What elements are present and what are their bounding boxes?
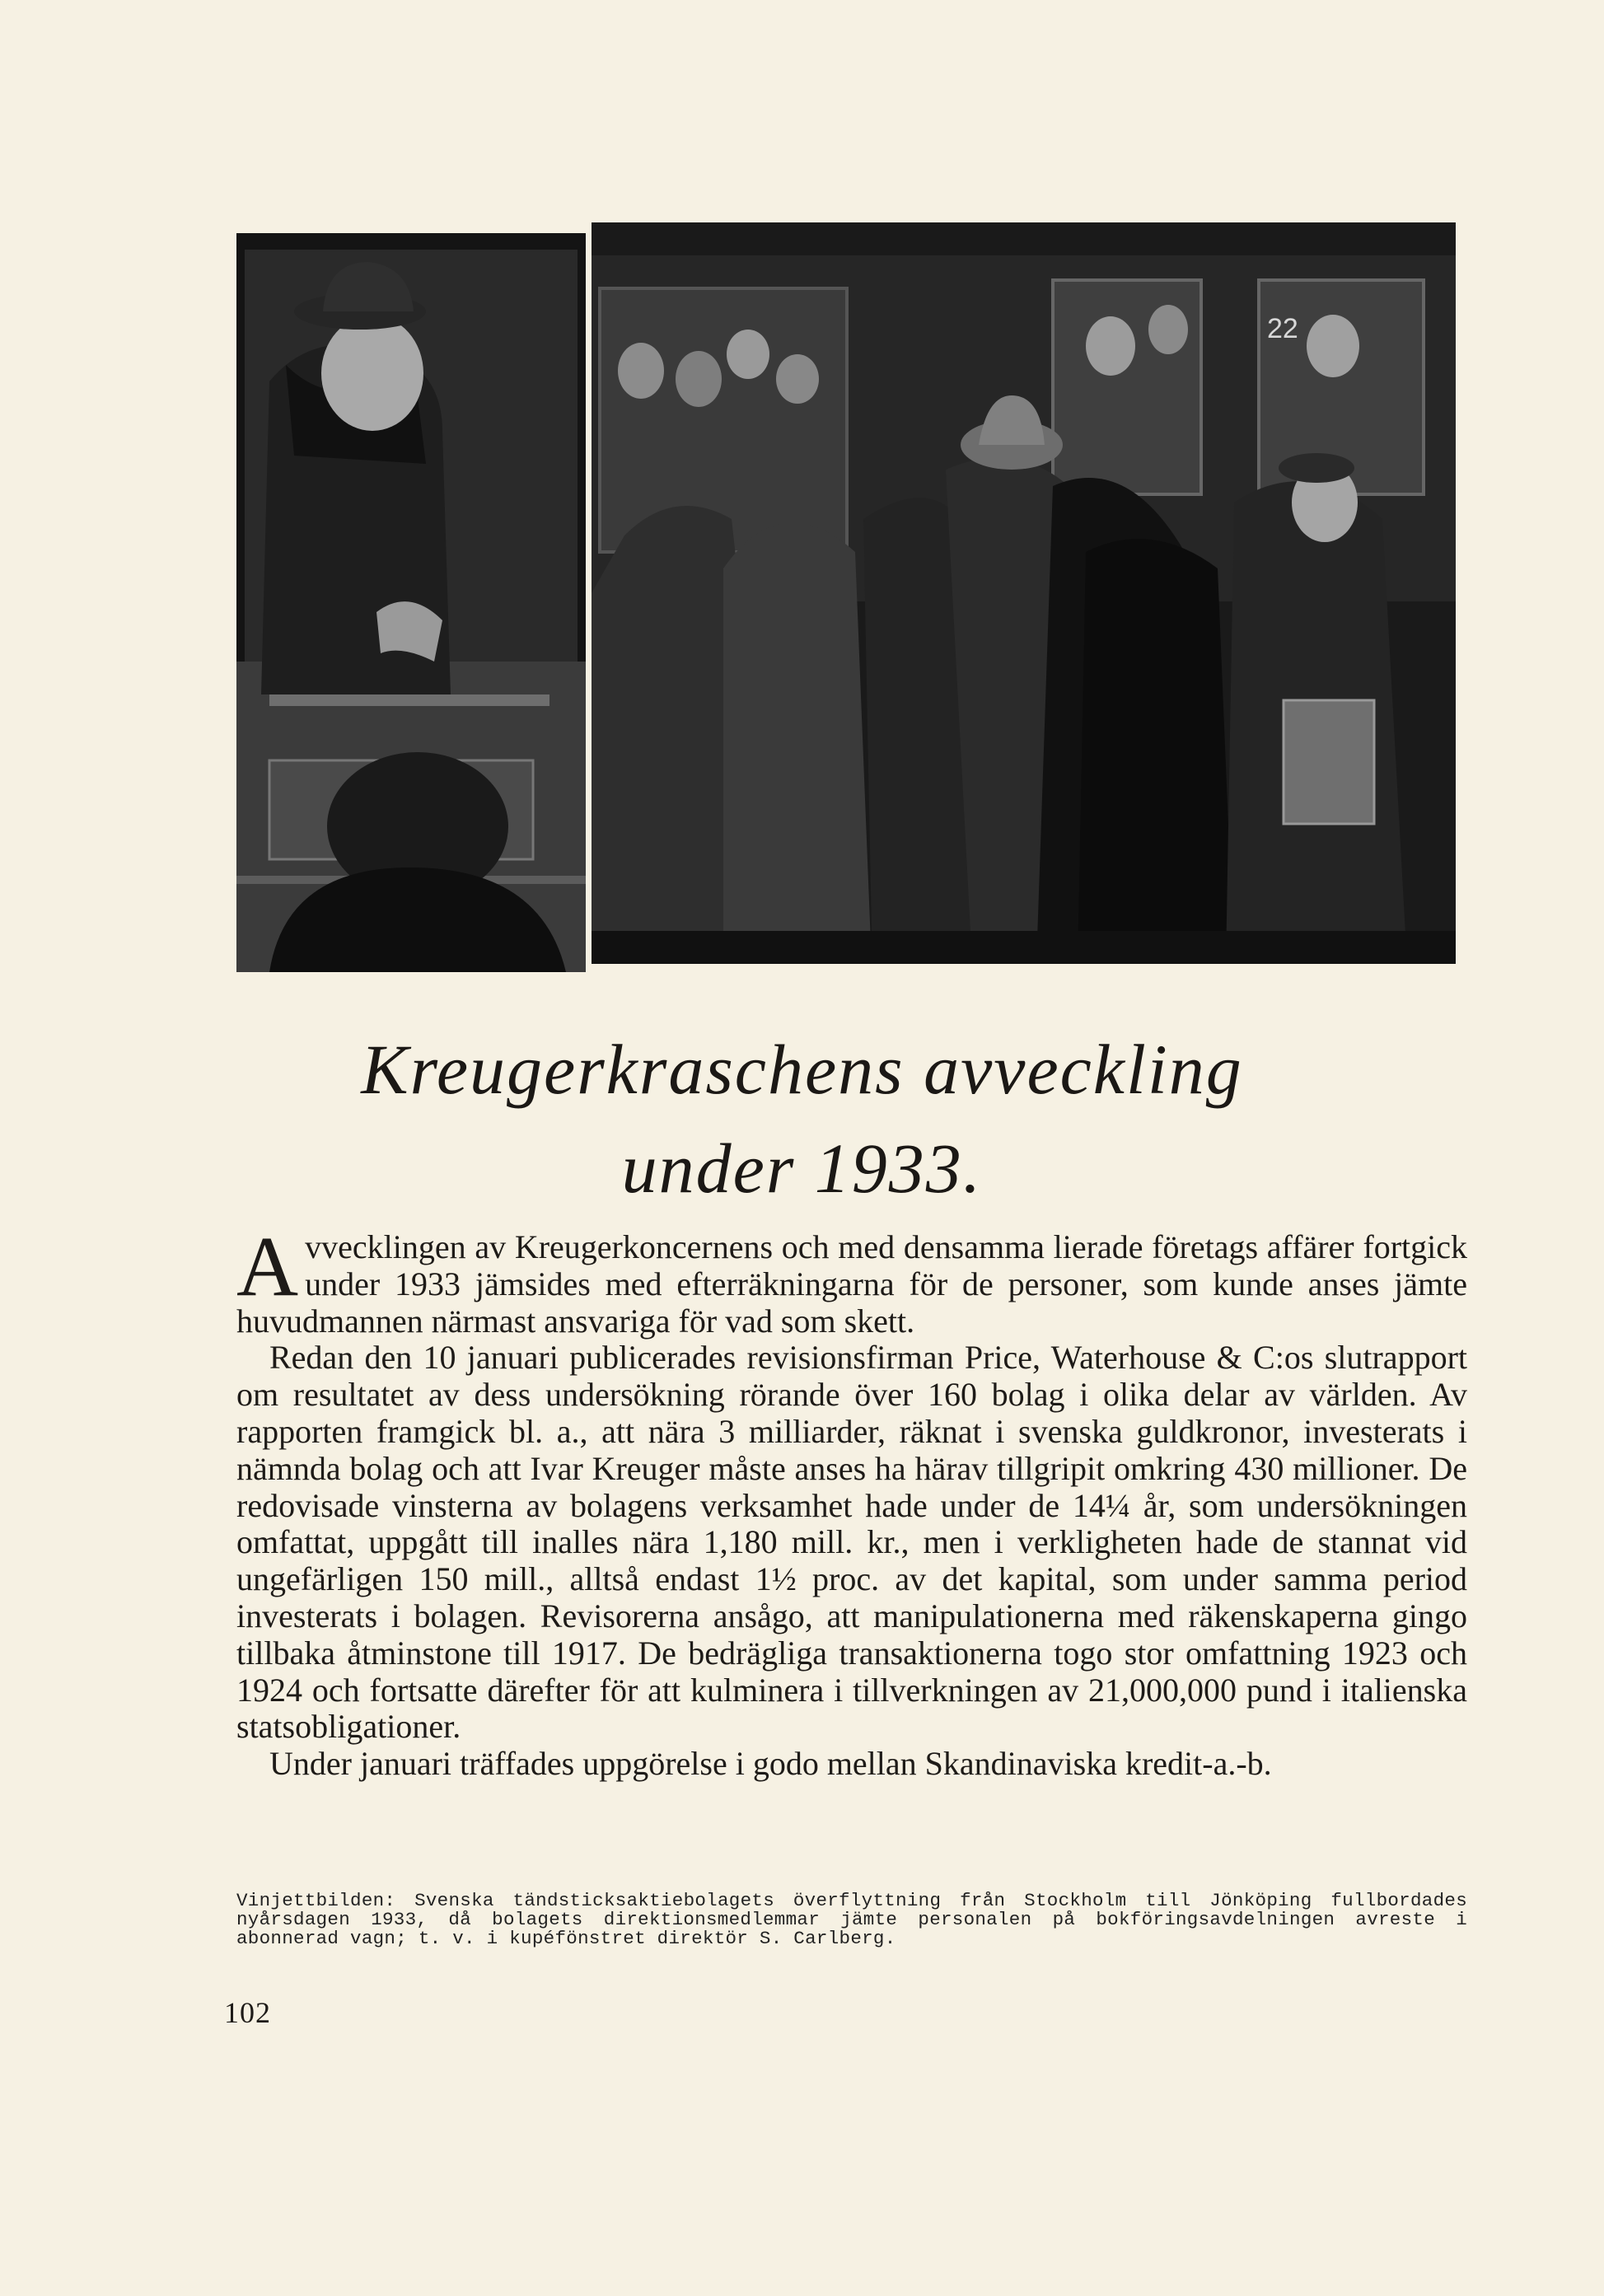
- article-title-line2: under 1933.: [621, 1129, 983, 1208]
- paragraph-1-text: vvecklingen av Kreugerkoncernens och med densamma lierade företags affärer fortgick under 1933 jämsides med efterräkningarna för de personer, som kunde anses jämte huvudmannen närmast ansvariga för vad som skett.: [236, 1228, 1467, 1340]
- photo-left-graphic: [236, 233, 586, 972]
- drop-cap: A: [236, 1219, 299, 1314]
- paragraph-2: Redan den 10 januari publicerades revisionsfirman Price, Waterhouse & C:os slutrapport om resultatet av dess undersökning rörande över 160 bolag i olika delar av världen. Av rapporten framgick bl. a., att nära 3 milliarder, räknat i svenska guldkronor, investerats i nämnda bolag och att Ivar Kreuger måste anses ha härav tillgripit omkring 430 millioner. De redovisade vinsterna av bolagens verksamhet hade under de 14¼ år, som undersökningen omfattat, uppgått till inalles nära 1,180 mill. kr., men i verkligheten hade de stannat vid ungefärligen 150 mill., alltså endast 1½ proc. av det kapital, som under samma period investerats i bolagen. Revisorerna ansågo, att manipulationerna med räkenskaperna gingo tillbaka åtminstone till 1917. De bedrägliga transaktionerna togo stor omfattning 1923 och 1924 och fortsatte därefter för att kulminera i tillverkningen av 21,000,000 pund i italienska statsobligationer.: [236, 1339, 1467, 1746]
- article-title-line1: Kreugerkraschens avveckling: [361, 1030, 1243, 1109]
- paragraph-3: Under januari träffades uppgörelse i godo mellan Skandinaviska kredit-a.-b.: [269, 1745, 1272, 1783]
- photo-right-graphic: [592, 222, 1456, 964]
- page-number: 102: [224, 1996, 271, 2029]
- window-number: 22: [1267, 313, 1298, 344]
- paragraph-1: [236, 1219, 1467, 1340]
- article-body: [236, 1219, 1467, 1783]
- photo-right: [592, 222, 1456, 964]
- photo-left: [236, 233, 586, 972]
- photo-caption: Vinjettbilden: Svenska tändsticksaktiebolagets överflyttning från Stockholm till Jönköping fullbordades nyårsdagen 1933, då bolagets direktionsmedlemmar jämte personalen på bokföringsavdelningen avreste i abonnerad vagn; t. v. i kupéfönstret direktör S. Carlberg.: [236, 1890, 1467, 1949]
